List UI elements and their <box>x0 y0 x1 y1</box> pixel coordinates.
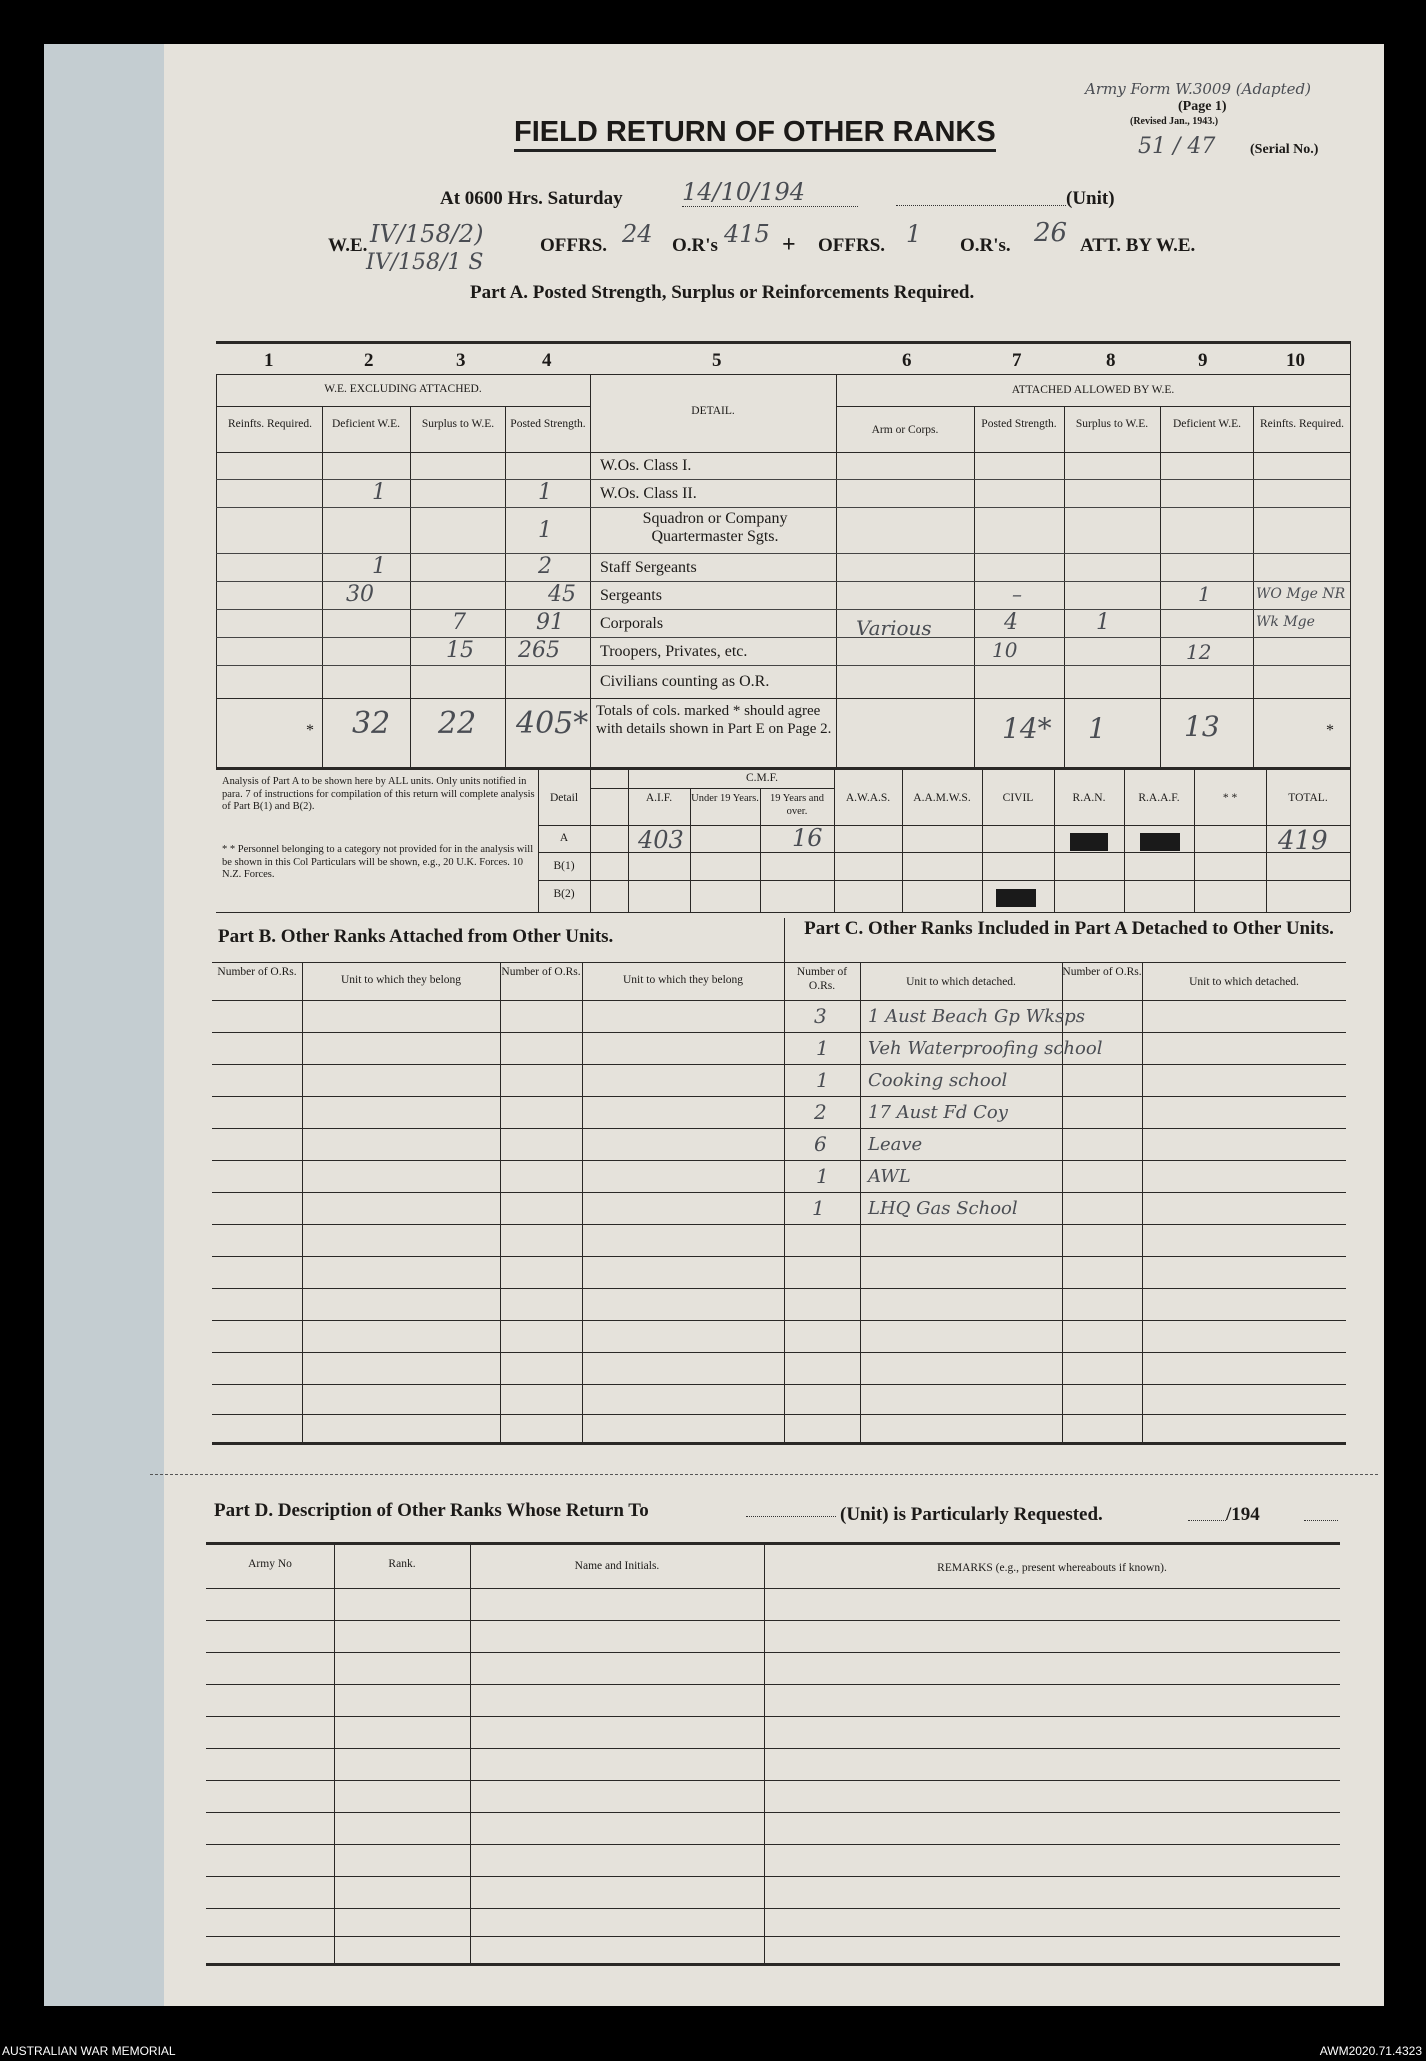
part-d-date-field-2[interactable] <box>1304 1520 1338 1521</box>
army-no-head: Army No <box>248 1558 292 1570</box>
date-field[interactable]: 14/10/194 <box>682 178 858 207</box>
analysis-note: Analysis of Part A to be shown here by ALL units. Only units notified in para. 7 of instructions for compilation of this return will complete analysis of Part B(1) and B(2). <box>222 776 535 813</box>
part-c-title: Part C. Other Ranks Included in Part A Detached to Other Units. <box>804 918 1334 939</box>
ors-label: O.R's <box>672 235 718 256</box>
list-item: 3 1 Aust Beach Gp Wksps <box>814 1004 1085 1028</box>
footer-credit: AUSTRALIAN WAR MEMORIAL <box>2 2044 176 2058</box>
ors2-value: 26 <box>1034 218 1068 248</box>
we-value: IV/158/2) <box>370 220 484 248</box>
raaf-redaction <box>1140 833 1180 851</box>
col-7: 7 <box>1012 350 1022 371</box>
offrs-value: 24 <box>622 220 653 248</box>
raaf-head: R.A.A.F. <box>1138 792 1180 804</box>
page-number: (Page 1) <box>1178 99 1227 114</box>
col-1: 1 <box>264 350 274 371</box>
offrs2-value: 1 <box>906 220 922 248</box>
analysis-row-b1: B(1) <box>553 860 575 872</box>
offrs2-label: OFFRS. <box>818 235 886 256</box>
list-item: 1 Cooking school <box>816 1068 1008 1092</box>
table-row: 15 265 Troopers, Privates, etc. 10 12 <box>216 638 1350 666</box>
posted-strength-head: Posted Strength. <box>510 418 586 430</box>
analysis-detail-head: Detail <box>549 792 579 804</box>
detail-header: DETAIL. <box>691 405 735 417</box>
b-num-head-2: Number of O.Rs. <box>501 966 581 978</box>
list-item: 2 17 Aust Fd Coy <box>814 1100 1008 1124</box>
civil-redaction <box>996 889 1036 907</box>
offrs-label: OFFRS. <box>540 235 608 256</box>
part-d-unit-label: (Unit) is Particularly Requested. <box>840 1504 1103 1525</box>
analysis-note-2: * * Personnel belonging to a category not provided for in the analysis will be shown in this Col Particulars will be shown, e.g., 20 U.K. Forces. 10 N.Z. Forces. <box>222 844 534 881</box>
footer-accession: AWM2020.71.4323 <box>1319 2044 1422 2058</box>
unit-label: (Unit) <box>1066 188 1115 209</box>
unit-field[interactable] <box>896 188 1066 206</box>
serial-number: 51 / 47 <box>1138 134 1216 159</box>
att-label: ATT. BY W.E. <box>1080 235 1196 256</box>
col-8: 8 <box>1106 350 1116 371</box>
blue-backing-strip <box>44 44 164 2006</box>
b-unit-head-2: Unit to which they belong <box>622 974 744 986</box>
list-item: 1 LHQ Gas School <box>812 1196 1018 1220</box>
col-5: 5 <box>712 350 722 371</box>
aif-head: A.I.F. <box>645 792 673 804</box>
part-d-unit-field[interactable] <box>746 1516 836 1517</box>
ran-redaction <box>1070 833 1108 851</box>
serial-label: (Serial No.) <box>1250 142 1319 157</box>
remarks-head: REMARKS (e.g., present whereabouts if known). <box>937 1562 1167 1574</box>
b-num-head-1: Number of O.Rs. <box>217 966 297 978</box>
b-unit-head-1: Unit to which they belong <box>340 974 462 986</box>
att-deficient-head: Deficient W.E. <box>1172 418 1242 430</box>
rank-head: Rank. <box>388 1558 416 1570</box>
col-10: 10 <box>1286 350 1305 371</box>
part-d-date-field-1[interactable] <box>1188 1520 1226 1521</box>
c-unit-head-2: Unit to which detached. <box>1189 976 1299 988</box>
c-unit-head-1: Unit to which detached. <box>906 976 1016 988</box>
other-head: * * <box>1222 792 1238 804</box>
col-4: 4 <box>542 350 552 371</box>
arm-corps-head: Arm or Corps. <box>871 424 939 436</box>
col-9: 9 <box>1198 350 1208 371</box>
total-head: TOTAL. <box>1288 792 1328 804</box>
reinfts-required-head: Reinfts. Required. <box>228 418 312 430</box>
analysis-row-b2: B(2) <box>553 888 575 900</box>
ors2-label: O.R's. <box>960 235 1011 256</box>
table-row: 1 2 Staff Sergeants <box>216 554 1350 582</box>
aif-value: 403 <box>638 826 684 854</box>
c-num-head-1: Number of O.Rs. <box>796 966 848 992</box>
deficient-head: Deficient W.E. <box>331 418 401 430</box>
under-19-head: Under 19 Years. <box>691 793 759 804</box>
form-name: Army Form W.3009 (Adapted) <box>1085 80 1311 98</box>
list-item: 1 Veh Waterproofing school <box>816 1036 1103 1060</box>
we-excl-header: W.E. EXCLUDING ATTACHED. <box>324 383 482 395</box>
page-title: FIELD RETURN OF OTHER RANKS <box>514 116 996 152</box>
att-posted-head: Posted Strength. <box>981 418 1057 430</box>
total-value: 419 <box>1278 826 1328 856</box>
part-b-title: Part B. Other Ranks Attached from Other Units. <box>218 926 614 947</box>
col-3: 3 <box>456 350 466 371</box>
table-row: Civilians counting as O.R. <box>600 673 770 690</box>
name-head: Name and Initials. <box>574 1560 660 1572</box>
col-6: 6 <box>902 350 912 371</box>
part-d-date-suffix: /194 <box>1226 1504 1260 1525</box>
aamws-head: A.A.M.W.S. <box>913 792 971 804</box>
ran-head: R.A.N. <box>1072 792 1106 804</box>
revised-date: (Revised Jan., 1943.) <box>1130 116 1219 127</box>
surplus-head: Surplus to W.E. <box>421 418 495 430</box>
att-surplus-head: Surplus to W.E. <box>1075 418 1149 430</box>
list-item: 1 AWL <box>816 1164 911 1188</box>
civil-head: CIVIL <box>1002 792 1034 804</box>
attached-header: ATTACHED ALLOWED BY W.E. <box>1011 384 1175 396</box>
over-19-head: 19 Years and over. <box>770 793 824 817</box>
at-label: At 0600 Hrs. Saturday <box>440 188 623 209</box>
totals-row: * 32 22 405* Totals of cols. marked * should agree with details shown in Part E on Page 2. 14* 1 13 * <box>306 703 1334 745</box>
analysis-row-a: A <box>559 832 569 844</box>
cmf-head: C.M.F. <box>746 772 778 784</box>
awas-head: A.W.A.S. <box>845 792 891 804</box>
table-row: W.Os. Class I. <box>216 452 1350 480</box>
we-value-2: IV/158/1 S <box>366 250 484 275</box>
list-item: 6 Leave <box>814 1132 923 1156</box>
table-row: 7 91 Corporals Various 4 1 Wk Mge <box>216 610 1350 638</box>
table-row: 30 45 Sergeants – 1 WO Mge NR <box>216 582 1350 610</box>
we-label: W.E. <box>328 235 368 256</box>
part-a-title: Part A. Posted Strength, Surplus or Reinforcements Required. <box>470 282 975 303</box>
part-d-title: Part D. Description of Other Ranks Whose Return To <box>214 1500 649 1521</box>
table-row: 1 Squadron or Company Quartermaster Sgts. <box>216 508 1350 554</box>
ors-value: 415 <box>724 220 770 248</box>
table-row: 1 1 W.Os. Class II. <box>216 480 1350 508</box>
tear-line <box>150 1474 1378 1475</box>
c-num-head-2: Number of O.Rs. <box>1062 966 1142 978</box>
plus-sign: + <box>782 232 796 258</box>
col-2: 2 <box>364 350 374 371</box>
att-reinfts-head: Reinfts. Required. <box>1260 418 1344 430</box>
over-19-value: 16 <box>792 824 823 852</box>
